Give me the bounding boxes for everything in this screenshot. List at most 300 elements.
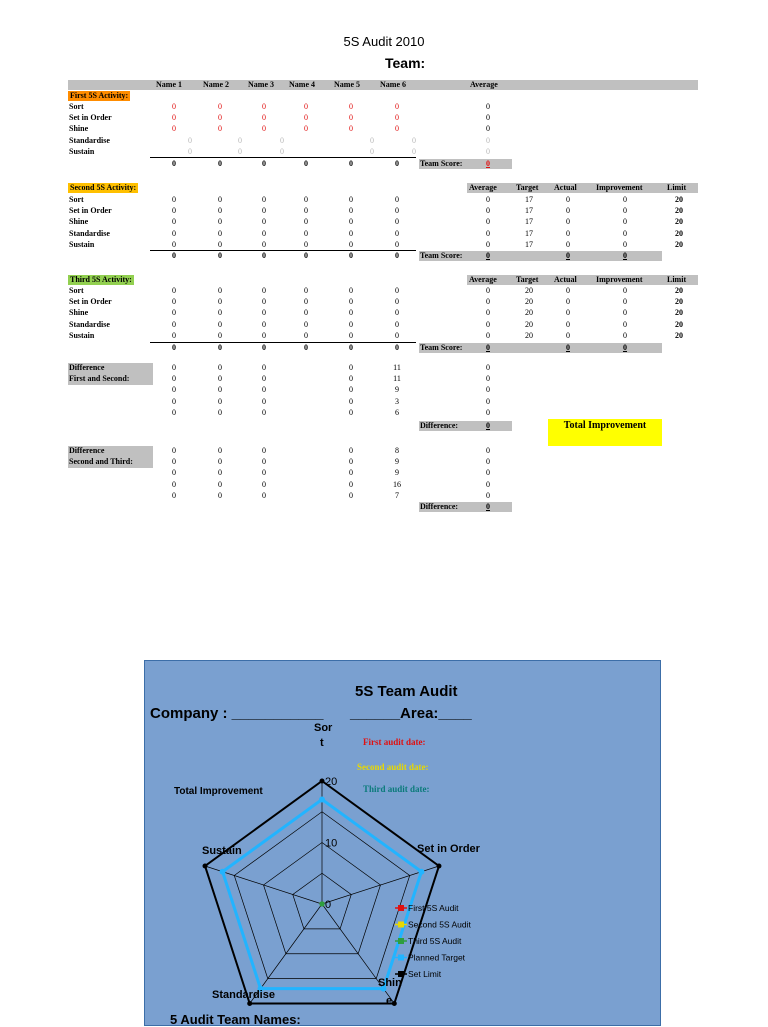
total-cell: 0 xyxy=(218,343,222,352)
legend-label: Third 5S Audit xyxy=(408,936,462,946)
table-cell: 0 xyxy=(280,146,284,156)
table-cell: 0 xyxy=(262,286,266,295)
target-cell: 17 xyxy=(525,228,533,238)
difference-cell: 0 xyxy=(262,407,266,417)
difference-cell: 0 xyxy=(349,446,353,455)
category-label: Shine xyxy=(69,217,89,227)
average-cell: 0 xyxy=(486,135,490,145)
data-point xyxy=(392,1001,397,1006)
stats-header-limit: Limit xyxy=(667,275,687,284)
table-cell: 0 xyxy=(395,239,399,249)
table-cell: 0 xyxy=(218,195,222,204)
table-cell: 0 xyxy=(172,228,176,238)
improvement-cell: 0 xyxy=(623,319,627,329)
difference-cell: 0 xyxy=(218,479,222,489)
first-audit-date: First audit date: xyxy=(363,737,426,747)
difference-cell: 0 xyxy=(172,446,176,455)
team-score-label: Team Score: xyxy=(419,251,662,261)
actual-cell: 0 xyxy=(566,195,570,204)
axis-label-sustain: Sustain xyxy=(202,845,242,857)
difference-cell: 0 xyxy=(486,396,490,406)
team-score-label: Team Score: xyxy=(419,159,512,169)
table-cell: 0 xyxy=(262,330,266,340)
table-cell: 0 xyxy=(395,330,399,340)
limit-cell: 20 xyxy=(675,228,683,238)
table-cell: 0 xyxy=(262,319,266,329)
table-cell: 0 xyxy=(370,146,374,156)
average-cell: 0 xyxy=(486,102,490,111)
table-cell: 0 xyxy=(412,135,416,145)
legend-marker xyxy=(398,938,404,944)
improvement-cell: 0 xyxy=(623,330,627,340)
table-cell: 0 xyxy=(280,135,284,145)
stats-header-limit: Limit xyxy=(667,183,687,192)
difference-cell: 0 xyxy=(349,468,353,478)
difference-cell: 0 xyxy=(218,490,222,500)
limit-cell: 20 xyxy=(675,319,683,329)
stats-header-improvement: Improvement xyxy=(596,183,643,192)
difference-cell: 0 xyxy=(218,396,222,406)
difference-cell: 11 xyxy=(393,363,401,372)
category-label: Standardise xyxy=(69,228,110,238)
difference-value: 0 xyxy=(486,502,490,511)
stats-header-target: Target xyxy=(516,275,539,284)
actual-cell: 0 xyxy=(566,217,570,227)
table-cell: 0 xyxy=(395,206,399,216)
totals-divider xyxy=(150,250,416,251)
diff1-label-sub: First and Second: xyxy=(69,374,130,383)
table-cell: 0 xyxy=(349,239,353,249)
table-cell: 0 xyxy=(349,330,353,340)
table-cell: 0 xyxy=(349,113,353,123)
table-cell: 0 xyxy=(262,239,266,249)
diff2-label: Difference xyxy=(69,446,105,455)
totals-divider xyxy=(150,342,416,343)
target-cell: 20 xyxy=(525,286,533,295)
difference-cell: 0 xyxy=(262,385,266,395)
table-cell: 0 xyxy=(218,228,222,238)
difference-cell: 0 xyxy=(172,490,176,500)
company-label: Company : ___________ xyxy=(150,705,324,722)
difference-cell: 0 xyxy=(218,363,222,372)
table-cell: 0 xyxy=(172,286,176,295)
data-point xyxy=(436,863,441,868)
third-audit-date: Third audit date: xyxy=(363,784,430,794)
axis-label-sort-cont: t xyxy=(320,737,324,749)
limit-cell: 20 xyxy=(675,206,683,216)
difference-cell: 0 xyxy=(218,468,222,478)
legend-marker xyxy=(398,955,404,961)
target-cell: 20 xyxy=(525,319,533,329)
category-label: Sustain xyxy=(69,146,95,156)
improvement-cell: 0 xyxy=(623,195,627,204)
average-cell: 0 xyxy=(486,217,490,227)
total-cell: 0 xyxy=(395,159,399,168)
axis-label-shine: Shin xyxy=(378,977,402,989)
table-cell: 0 xyxy=(218,124,222,134)
stats-header-average: Average xyxy=(469,183,497,192)
table-cell: 0 xyxy=(349,228,353,238)
table-cell: 0 xyxy=(395,217,399,227)
total-improvement-label: Total Improvement xyxy=(563,420,647,431)
stats-header-actual: Actual xyxy=(554,275,577,284)
limit-cell: 20 xyxy=(675,308,683,318)
difference-cell: 0 xyxy=(349,479,353,489)
name-header-4: Name 4 xyxy=(289,80,315,89)
table-cell: 0 xyxy=(304,206,308,216)
legend-label: Planned Target xyxy=(408,952,466,963)
category-label: Sort xyxy=(69,286,84,295)
table-cell: 0 xyxy=(238,135,242,145)
total-cell: 0 xyxy=(262,251,266,260)
total-cell: 0 xyxy=(349,251,353,260)
table-cell: 0 xyxy=(304,217,308,227)
difference-cell: 0 xyxy=(262,396,266,406)
table-cell: 0 xyxy=(349,217,353,227)
axis-label-standardise: Standardise xyxy=(212,989,275,1001)
second-activity-label: Second 5S Activity: xyxy=(70,183,137,192)
name-header-6: Name 6 xyxy=(380,80,406,89)
diff2-label-sub: Second and Third: xyxy=(69,457,133,466)
target-cell: 20 xyxy=(525,308,533,318)
table-cell: 0 xyxy=(349,297,353,307)
difference-cell: 6 xyxy=(395,407,399,417)
target-cell: 17 xyxy=(525,239,533,249)
tick-label: 20 xyxy=(325,776,338,788)
table-cell: 0 xyxy=(395,319,399,329)
area-label: ______Area:____ xyxy=(350,705,472,722)
category-label: Sort xyxy=(69,195,84,204)
table-cell: 0 xyxy=(172,319,176,329)
table-cell: 0 xyxy=(172,124,176,134)
average-cell: 0 xyxy=(486,124,490,134)
limit-cell: 20 xyxy=(675,239,683,249)
table-cell: 0 xyxy=(304,102,308,111)
table-cell: 0 xyxy=(412,146,416,156)
difference-cell: 0 xyxy=(262,468,266,478)
difference-cell: 0 xyxy=(486,363,490,372)
average-cell: 0 xyxy=(486,308,490,318)
average-cell: 0 xyxy=(486,146,490,156)
difference-cell: 0 xyxy=(172,468,176,478)
table-cell: 0 xyxy=(262,228,266,238)
total-cell: 0 xyxy=(262,343,266,352)
difference-cell: 0 xyxy=(486,407,490,417)
actual-cell: 0 xyxy=(566,228,570,238)
difference-cell: 0 xyxy=(262,446,266,455)
difference-cell: 0 xyxy=(172,363,176,372)
difference-cell: 0 xyxy=(172,385,176,395)
table-cell: 0 xyxy=(349,206,353,216)
limit-cell: 20 xyxy=(675,286,683,295)
table-cell: 0 xyxy=(304,286,308,295)
legend-label: Second 5S Audit xyxy=(408,919,471,930)
second-stats-header-bar xyxy=(467,183,698,193)
difference-cell: 3 xyxy=(395,396,399,406)
table-cell: 0 xyxy=(218,286,222,295)
improvement-cell: 0 xyxy=(623,239,627,249)
average-cell: 0 xyxy=(486,330,490,340)
legend-marker xyxy=(398,922,404,928)
table-cell: 0 xyxy=(304,195,308,204)
table-cell: 0 xyxy=(172,330,176,340)
table-cell: 0 xyxy=(262,308,266,318)
category-label: Standardise xyxy=(69,135,110,145)
difference-cell: 0 xyxy=(218,457,222,467)
team-score-improvement: 0 xyxy=(623,251,627,260)
stats-header-improvement: Improvement xyxy=(596,275,643,284)
actual-cell: 0 xyxy=(566,319,570,329)
difference-cell: 0 xyxy=(349,363,353,372)
average-cell: 0 xyxy=(486,297,490,307)
team-score-improvement: 0 xyxy=(623,343,627,352)
radar-chart-panel xyxy=(144,660,661,1026)
table-cell: 0 xyxy=(262,206,266,216)
total-cell: 0 xyxy=(349,343,353,352)
difference-cell: 0 xyxy=(349,457,353,467)
difference-cell: 0 xyxy=(262,490,266,500)
table-cell: 0 xyxy=(395,228,399,238)
table-cell: 0 xyxy=(349,102,353,111)
improvement-cell: 0 xyxy=(623,297,627,307)
total-cell: 0 xyxy=(349,159,353,168)
total-cell: 0 xyxy=(262,159,266,168)
table-cell: 0 xyxy=(262,195,266,204)
category-label: Shine xyxy=(69,124,89,134)
table-cell: 0 xyxy=(188,135,192,145)
second-audit-date: Second audit date: xyxy=(357,762,429,772)
data-point xyxy=(418,869,424,875)
difference-cell: 0 xyxy=(486,446,490,455)
table-cell: 0 xyxy=(304,124,308,134)
total-cell: 0 xyxy=(395,343,399,352)
total-cell: 0 xyxy=(304,343,308,352)
table-cell: 0 xyxy=(349,124,353,134)
team-score-actual: 0 xyxy=(566,343,570,352)
difference-cell: 0 xyxy=(486,457,490,467)
category-label: Sort xyxy=(69,102,84,111)
difference-cell: 0 xyxy=(218,446,222,455)
table-cell: 0 xyxy=(395,297,399,307)
stats-header-actual: Actual xyxy=(554,183,577,192)
table-cell: 0 xyxy=(262,297,266,307)
difference-cell: 7 xyxy=(395,490,399,500)
name-header-3: Name 3 xyxy=(248,80,274,89)
total-cell: 0 xyxy=(304,251,308,260)
actual-cell: 0 xyxy=(566,308,570,318)
table-cell: 0 xyxy=(172,297,176,307)
category-label: Sustain xyxy=(69,330,95,340)
difference-cell: 0 xyxy=(262,479,266,489)
table-cell: 0 xyxy=(172,113,176,123)
improvement-cell: 0 xyxy=(623,206,627,216)
total-improvement-box xyxy=(548,419,662,446)
data-point xyxy=(320,902,325,907)
table-cell: 0 xyxy=(349,286,353,295)
difference-cell: 0 xyxy=(172,479,176,489)
team-score-label: Team Score: xyxy=(419,343,662,353)
table-cell: 0 xyxy=(262,102,266,111)
total-cell: 0 xyxy=(218,159,222,168)
difference-cell: 16 xyxy=(393,479,401,489)
difference-cell: 0 xyxy=(218,407,222,417)
table-cell: 0 xyxy=(395,286,399,295)
table-cell: 0 xyxy=(304,239,308,249)
table-cell: 0 xyxy=(172,217,176,227)
table-cell: 0 xyxy=(218,330,222,340)
improvement-cell: 0 xyxy=(623,308,627,318)
totals-divider xyxy=(150,157,416,158)
radar-chart xyxy=(145,661,660,1025)
third-activity-label: Third 5S Activity: xyxy=(70,275,132,284)
table-cell: 0 xyxy=(218,319,222,329)
table-cell: 0 xyxy=(218,217,222,227)
average-cell: 0 xyxy=(486,206,490,216)
table-cell: 0 xyxy=(304,113,308,123)
data-point xyxy=(203,863,208,868)
table-cell: 0 xyxy=(218,206,222,216)
total-cell: 0 xyxy=(304,159,308,168)
average-header: Average xyxy=(470,80,498,89)
table-cell: 0 xyxy=(395,102,399,111)
difference-cell: 0 xyxy=(262,363,266,372)
table-cell: 0 xyxy=(262,217,266,227)
table-cell: 0 xyxy=(218,113,222,123)
limit-cell: 20 xyxy=(675,330,683,340)
chart-heading: 5S Team Audit xyxy=(355,683,458,700)
table-cell: 0 xyxy=(238,146,242,156)
table-cell: 0 xyxy=(262,124,266,134)
average-cell: 0 xyxy=(486,319,490,329)
table-cell: 0 xyxy=(349,195,353,204)
difference-label: Difference: xyxy=(419,421,512,431)
table-cell: 0 xyxy=(172,206,176,216)
team-score-value: 0 xyxy=(486,159,490,168)
category-label: Set in Order xyxy=(69,297,112,307)
team-score-average: 0 xyxy=(486,251,490,260)
name-header-1: Name 1 xyxy=(156,80,182,89)
table-cell: 0 xyxy=(218,308,222,318)
table-cell: 0 xyxy=(188,146,192,156)
table-cell: 0 xyxy=(304,297,308,307)
table-cell: 0 xyxy=(304,308,308,318)
diff1-label: Difference xyxy=(69,363,105,372)
table-cell: 0 xyxy=(172,239,176,249)
difference-cell: 0 xyxy=(349,490,353,500)
table-cell: 0 xyxy=(262,113,266,123)
difference-cell: 0 xyxy=(218,374,222,384)
table-cell: 0 xyxy=(304,330,308,340)
table-cell: 0 xyxy=(370,135,374,145)
team-names-label: 5 Audit Team Names: xyxy=(170,1012,301,1027)
target-cell: 17 xyxy=(525,195,533,204)
improvement-cell: 0 xyxy=(623,228,627,238)
category-label: Set in Order xyxy=(69,113,112,123)
axis-label-sort: Sor xyxy=(314,722,333,734)
difference-cell: 0 xyxy=(486,385,490,395)
axis-label-shine-cont: e xyxy=(386,995,393,1007)
target-cell: 17 xyxy=(525,217,533,227)
axis-label-total-improvement: Total Improvement xyxy=(174,786,263,797)
difference-cell: 0 xyxy=(172,374,176,384)
actual-cell: 0 xyxy=(566,239,570,249)
difference-cell: 0 xyxy=(486,479,490,489)
category-label: Standardise xyxy=(69,319,110,329)
actual-cell: 0 xyxy=(566,206,570,216)
total-cell: 0 xyxy=(172,159,176,168)
target-cell: 20 xyxy=(525,330,533,340)
difference-cell: 0 xyxy=(172,457,176,467)
difference-label: Difference: xyxy=(419,502,512,512)
average-cell: 0 xyxy=(486,239,490,249)
difference-cell: 9 xyxy=(395,468,399,478)
improvement-cell: 0 xyxy=(623,286,627,295)
difference-cell: 0 xyxy=(218,385,222,395)
difference-cell: 0 xyxy=(349,374,353,384)
legend-marker xyxy=(398,971,404,977)
actual-cell: 0 xyxy=(566,330,570,340)
team-score-actual: 0 xyxy=(566,251,570,260)
stats-header-target: Target xyxy=(516,183,539,192)
table-cell: 0 xyxy=(395,124,399,134)
difference-cell: 11 xyxy=(393,374,401,384)
name-header-5: Name 5 xyxy=(334,80,360,89)
actual-cell: 0 xyxy=(566,286,570,295)
page-title: 5S Audit 2010 xyxy=(343,34,425,49)
difference-cell: 0 xyxy=(262,457,266,467)
difference-cell: 0 xyxy=(486,374,490,384)
legend-label: Set Limit xyxy=(408,969,442,979)
table-cell: 0 xyxy=(218,102,222,111)
tick-label: 10 xyxy=(325,837,338,850)
table-cell: 0 xyxy=(172,308,176,318)
legend-label: First 5S Audit xyxy=(408,903,459,913)
difference-cell: 0 xyxy=(349,385,353,395)
table-cell: 0 xyxy=(172,102,176,111)
difference-cell: 0 xyxy=(349,407,353,417)
total-cell: 0 xyxy=(172,343,176,352)
table-cell: 0 xyxy=(349,319,353,329)
first-activity-label: First 5S Activity: xyxy=(70,91,129,100)
category-label: Shine xyxy=(69,308,89,318)
legend-marker xyxy=(398,905,404,911)
table-cell: 0 xyxy=(349,308,353,318)
total-cell: 0 xyxy=(172,251,176,260)
limit-cell: 20 xyxy=(675,195,683,204)
team-label: Team: xyxy=(385,55,426,71)
difference-cell: 0 xyxy=(349,396,353,406)
data-point xyxy=(220,869,226,875)
difference-cell: 0 xyxy=(172,407,176,417)
difference-value: 0 xyxy=(486,421,490,430)
stats-header-average: Average xyxy=(469,275,497,284)
data-point xyxy=(247,1001,252,1006)
table-cell: 0 xyxy=(218,239,222,249)
team-score-average: 0 xyxy=(486,343,490,352)
improvement-cell: 0 xyxy=(623,217,627,227)
table-cell: 0 xyxy=(395,308,399,318)
difference-cell: 0 xyxy=(486,468,490,478)
difference-cell: 9 xyxy=(395,457,399,467)
limit-cell: 20 xyxy=(675,297,683,307)
table-cell: 0 xyxy=(304,228,308,238)
third-stats-header-bar xyxy=(467,275,698,285)
difference-cell: 0 xyxy=(486,490,490,500)
data-point xyxy=(319,796,325,802)
target-cell: 17 xyxy=(525,206,533,216)
category-label: Set in Order xyxy=(69,206,112,216)
category-label: Sustain xyxy=(69,239,95,249)
